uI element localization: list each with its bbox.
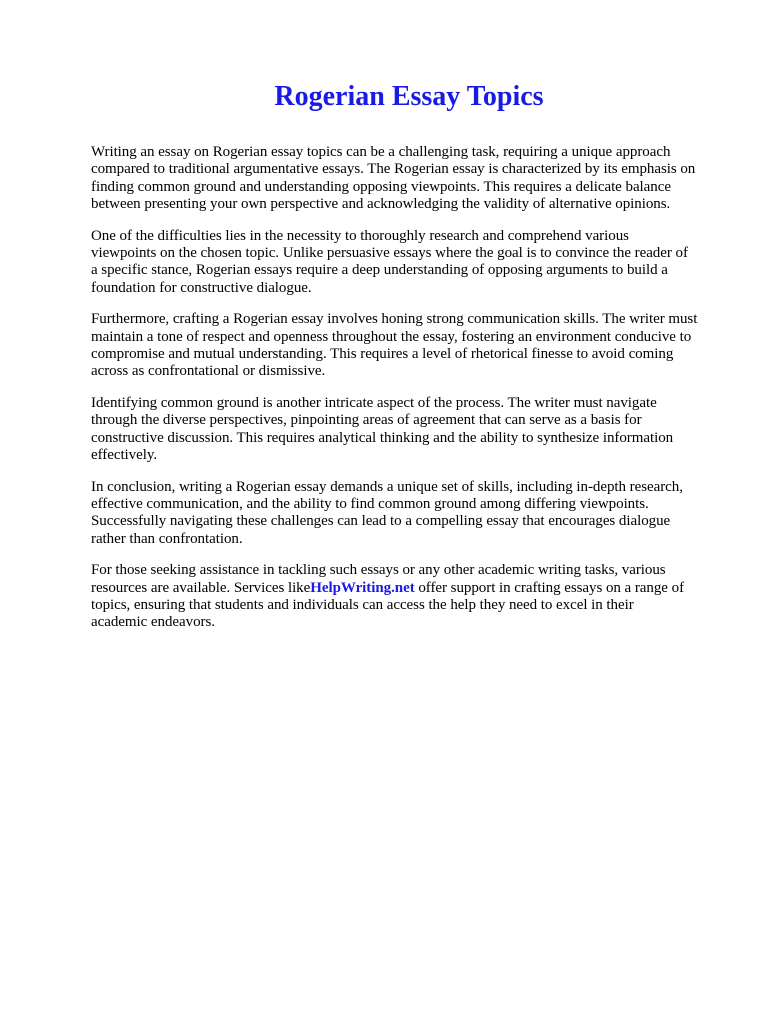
text-line: through the diverse perspectives, pinpointing areas of agreement that can serve as a basis for: [91, 412, 642, 429]
text-line: Furthermore, crafting a Rogerian essay involves honing strong communication skills. The writer must: [91, 311, 698, 328]
text-segment: offer support in crafting essays on a range of: [414, 579, 685, 596]
text-line: For those seeking assistance in tackling such essays or any other academic writing tasks, various: [91, 562, 666, 579]
text-line: effectively.: [91, 447, 158, 464]
helpwriting-link[interactable]: HelpWriting.net: [310, 579, 415, 596]
text-line: Writing an essay on Rogerian essay topics can be a challenging task, requiring a unique approach: [91, 144, 671, 160]
text-line: topics, ensuring that students and individuals can access the help they need to excel in their: [91, 596, 634, 613]
text-segment: resources are available. Services like: [91, 579, 311, 596]
text-line: In conclusion, writing a Rogerian essay demands a unique set of skills, including in-depth research,: [91, 478, 683, 495]
text-line: between presenting your own perspective and acknowledging the validity of alternative opinions.: [91, 196, 671, 213]
text-line: foundation for constructive dialogue.: [91, 279, 312, 296]
text-line: [91, 580, 725, 597]
essay-body: [91, 144, 725, 646]
text-line: compromise and mutual understanding. This requires a level of rhetorical finesse to avoid coming: [91, 346, 674, 363]
text-line: maintain a tone of respect and openness throughout the essay, fostering an environment conducive to: [91, 328, 692, 345]
text-line: compared to traditional argumentative essays. The Rogerian essay is characterized by its emphasis on: [91, 161, 696, 178]
text-line: Identifying common ground is another intricate aspect of the process. The writer must navigate: [91, 394, 657, 411]
text-line: finding common ground and understanding opposing viewpoints. This requires a delicate balance: [91, 178, 671, 195]
text-line: viewpoints on the chosen topic. Unlike persuasive essays where the goal is to convince the reader of: [91, 245, 688, 262]
text-line: academic endeavors.: [91, 614, 215, 631]
paragraph-1: [91, 144, 725, 214]
paragraph-5: [91, 479, 725, 549]
text-line: effective communication, and the ability to find common ground among differing viewpoints.: [91, 495, 649, 512]
text-line: Successfully navigating these challenges can lead to a compelling essay that encourages dialogue: [91, 513, 671, 530]
paragraph-3: [91, 311, 725, 381]
page-title: Rogerian Essay Topics: [274, 81, 544, 112]
paragraph-4: [91, 395, 725, 465]
text-line: One of the difficulties lies in the necessity to thoroughly research and comprehend various: [91, 227, 629, 244]
text-line: rather than confrontation.: [91, 530, 243, 547]
text-line: across as confrontational or dismissive.: [91, 363, 326, 380]
paragraph-6: [91, 562, 725, 632]
paragraph-2: [91, 228, 725, 298]
text-line: constructive discussion. This requires analytical thinking and the ability to synthesize information: [91, 429, 674, 446]
text-line: a specific stance, Rogerian essays require a deep understanding of opposing arguments to build a: [91, 262, 668, 279]
